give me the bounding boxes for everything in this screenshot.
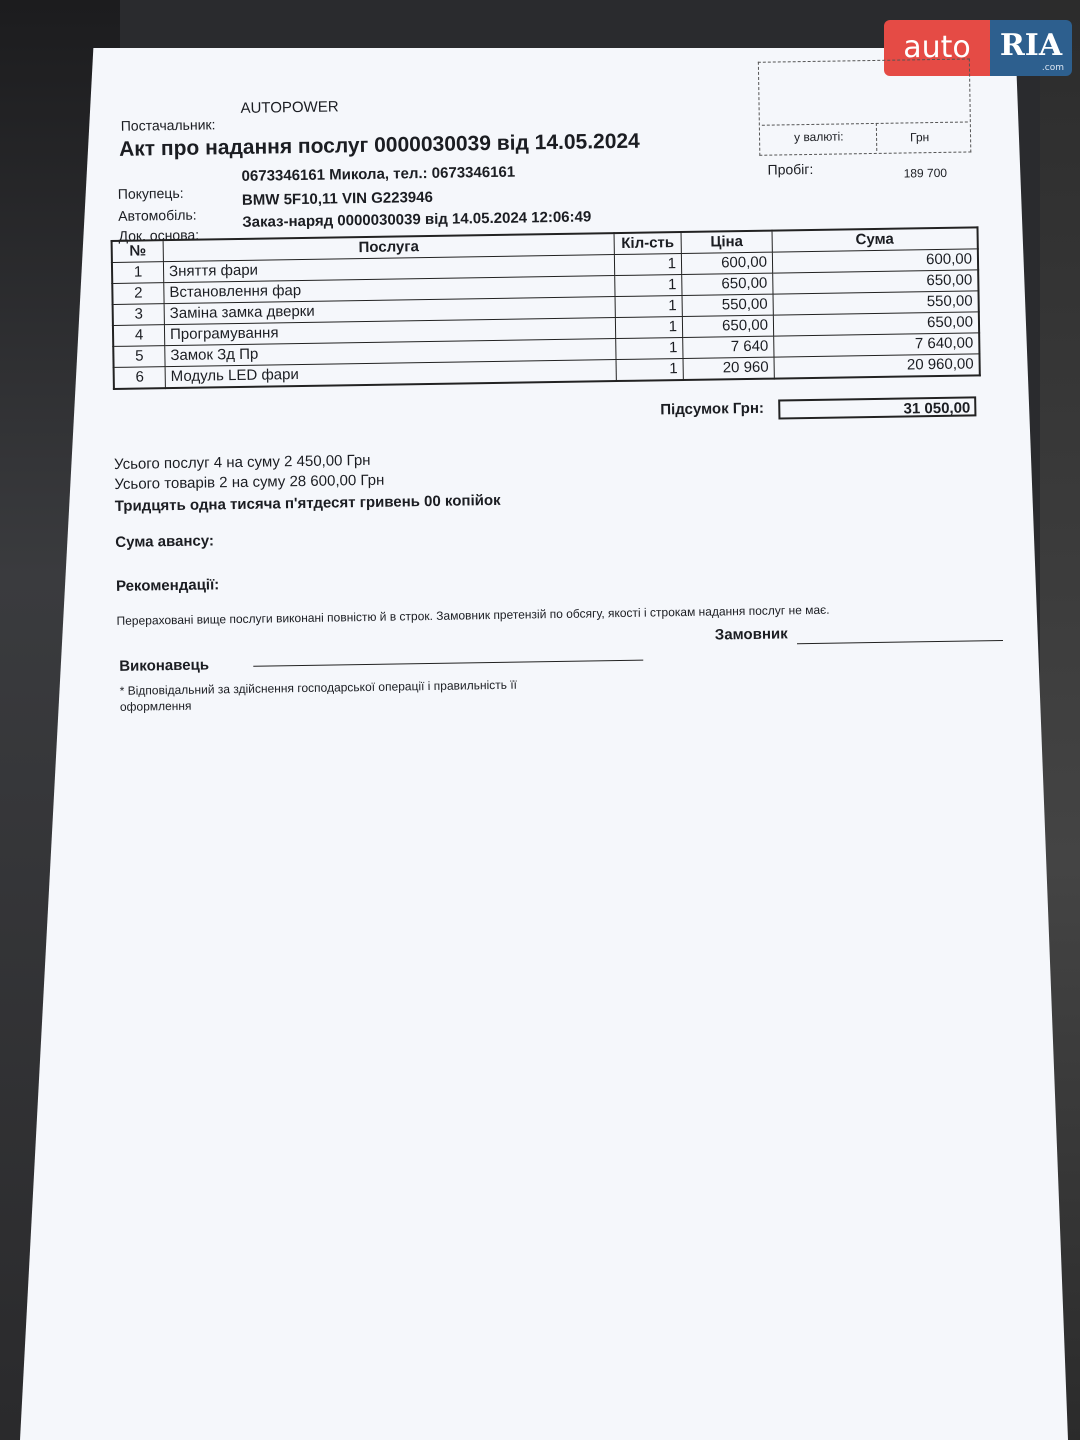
- logo-auto-text: auto: [884, 20, 990, 76]
- footnote-line-1: * Відповідальний за здійснення господарської операції і правильність її: [119, 677, 518, 698]
- row-price: 7 640: [683, 336, 774, 358]
- row-no: 6: [114, 367, 166, 389]
- row-price: 550,00: [682, 294, 773, 316]
- executor-signature-line: [253, 660, 643, 667]
- row-no: 3: [113, 304, 165, 326]
- customer-signature-line: [797, 640, 1003, 644]
- row-price: 20 960: [683, 357, 774, 380]
- supplier-value: AUTOPOWER: [240, 98, 339, 117]
- row-sum: 20 960,00: [774, 354, 980, 379]
- row-qty: 1: [616, 338, 683, 360]
- row-service: Програмування: [164, 318, 615, 346]
- goods-total-line: Усього товарів 2 на суму 28 600,00 Грн: [114, 471, 385, 493]
- completion-statement: Перераховані вище послуги виконані повністю й в строк. Замовник претензій по обсягу, якості і строкам надання послуг не має.: [116, 602, 830, 628]
- recommendations-label: Рекомендації:: [115, 576, 220, 595]
- invoice-document: [108, 62, 998, 736]
- row-qty: 1: [615, 296, 682, 318]
- row-service: Модуль LED фари: [165, 360, 616, 389]
- supplier-label: Постачальник:: [120, 116, 216, 134]
- mileage-label: Пробіг:: [767, 160, 814, 178]
- row-sum: 7 640,00: [774, 333, 980, 357]
- currency-value: Грн: [909, 130, 930, 145]
- basis-value: Заказ-наряд 0000030039 від 14.05.2024 12:06:49: [242, 208, 592, 231]
- row-price: 650,00: [682, 315, 773, 337]
- row-service: Встановлення фар: [164, 276, 615, 304]
- subtotal-value: 31 050,00: [778, 396, 976, 419]
- car-label: Автомобіль:: [118, 206, 197, 224]
- row-no: 1: [112, 262, 164, 284]
- row-sum: 600,00: [772, 249, 978, 273]
- document-title: Акт про надання послуг 0000030039 від 14.05.2024: [118, 129, 640, 161]
- row-no: 5: [113, 346, 165, 368]
- car-value: BMW 5F10,11 VIN G223946: [241, 188, 434, 209]
- header-qty: Кіл-сть: [614, 232, 681, 255]
- row-qty: 1: [614, 254, 681, 276]
- row-no: 4: [113, 325, 165, 347]
- advance-label: Сума авансу:: [115, 532, 215, 551]
- row-price: 650,00: [682, 273, 773, 295]
- subtotal-label: Підсумок Грн:: [660, 399, 765, 419]
- header-price: Ціна: [681, 231, 772, 254]
- row-service: Замок Зд Пр: [165, 339, 616, 367]
- row-qty: 1: [616, 359, 683, 382]
- logo-ria-text: RIA: [990, 20, 1072, 76]
- basis-label: Док. основа:: [118, 226, 200, 244]
- row-price: 600,00: [681, 252, 772, 274]
- logo-com-text: .com: [1041, 63, 1064, 73]
- services-total-line: Усього послуг 4 на суму 2 450,00 Грн: [113, 451, 371, 473]
- row-sum: 650,00: [773, 270, 979, 294]
- footnote-line-2: оформлення: [119, 698, 192, 714]
- services-table: [111, 226, 981, 390]
- executor-label: Виконавець: [119, 656, 210, 675]
- header-service: Послуга: [163, 233, 614, 262]
- header-sum: Сума: [772, 227, 978, 252]
- buyer-value: 0673346161 Микола, тел.: 0673346161: [241, 163, 516, 185]
- row-service: Заміна замка дверки: [164, 297, 615, 325]
- currency-label: у валюті:: [793, 129, 844, 145]
- row-no: 2: [112, 283, 164, 305]
- row-service: Зняття фари: [163, 255, 614, 283]
- stamp-box: [758, 58, 971, 155]
- customer-label: Замовник: [714, 625, 788, 644]
- row-qty: 1: [615, 275, 682, 297]
- header-no: №: [112, 240, 164, 262]
- row-qty: 1: [615, 317, 682, 339]
- buyer-label: Покупець:: [117, 184, 184, 202]
- mileage-value: 189 700: [903, 165, 948, 181]
- amount-in-words: Тридцять одна тисяча п'ятдесят гривень 00 копійок: [114, 491, 501, 515]
- row-sum: 550,00: [773, 291, 979, 315]
- row-sum: 650,00: [773, 312, 979, 336]
